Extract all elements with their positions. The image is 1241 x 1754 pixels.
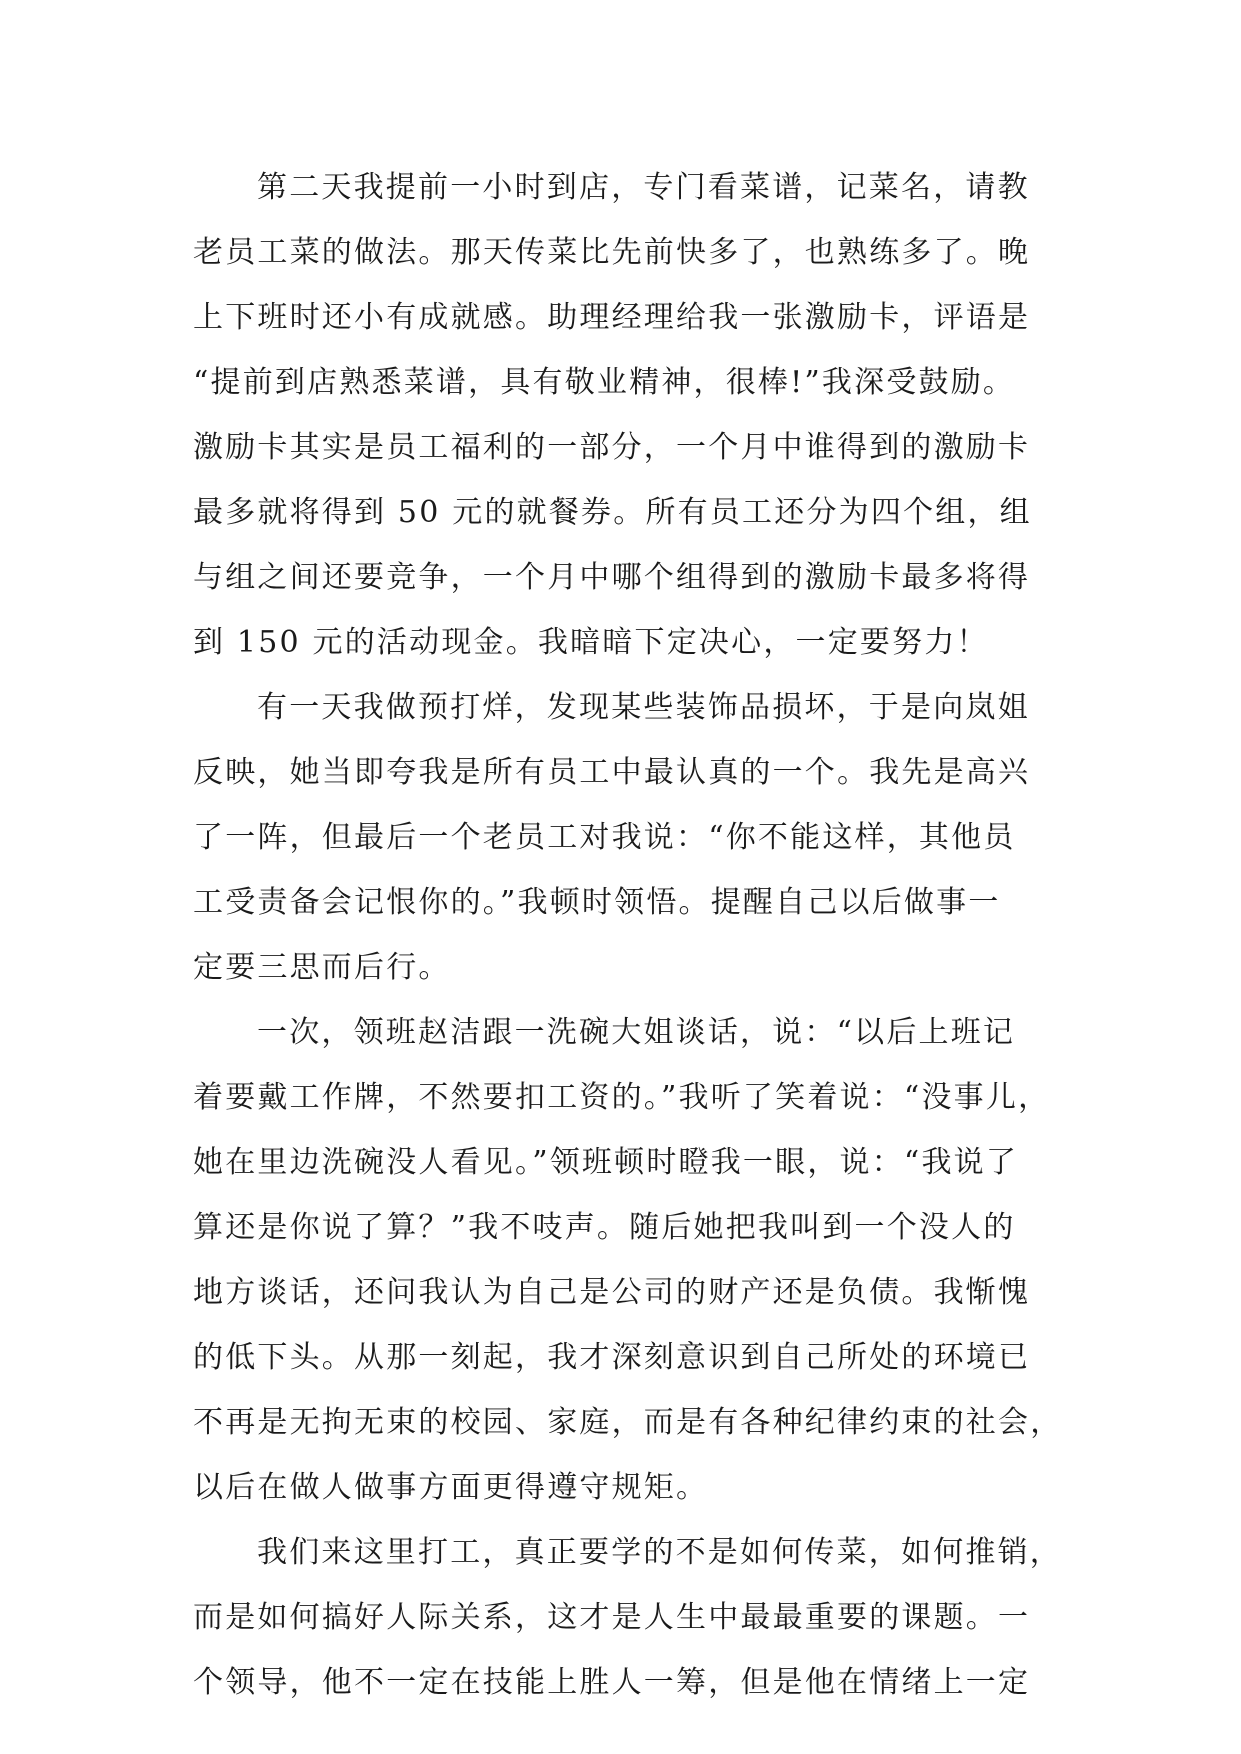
text-line: 定要三思而后行。 — [193, 950, 451, 985]
text-line: 而是如何搞好人际关系，这才是人生中最最重要的课题。一 — [193, 1600, 1031, 1635]
text-line: 与组之间还要竞争，一个月中哪个组得到的激励卡最多将得 — [193, 560, 1031, 595]
text-line: 一次，领班赵洁跟一洗碗大姐谈话，说：“以后上班记 — [257, 1015, 1016, 1050]
paragraph — [193, 675, 1063, 1000]
text-line: 老员工菜的做法。那天传菜比先前快多了，也熟练多了。晚 — [193, 235, 1031, 270]
text-line: 到 150 元的活动现金。我暗暗下定决心，一定要努力！ — [193, 625, 989, 660]
document-body — [193, 155, 1063, 1715]
text-line: 激励卡其实是员工福利的一部分，一个月中谁得到的激励卡 — [193, 430, 1031, 465]
text-line: 个领导，他不一定在技能上胜人一筹，但是他在情绪上一定 — [193, 1665, 1031, 1700]
text-line: 她在里边洗碗没人看见。”领班顿时瞪我一眼，说：“我说了 — [193, 1145, 1019, 1180]
text-line: 有一天我做预打烊，发现某些装饰品损坏，于是向岚姐 — [257, 690, 1030, 725]
text-line: 的低下头。从那一刻起，我才深刻意识到自己所处的环境已 — [193, 1340, 1031, 1375]
text-line: 第二天我提前一小时到店，专门看菜谱，记菜名，请教 — [257, 170, 1030, 205]
text-line: 算还是你说了算？”我不吱声。随后她把我叫到一个没人的 — [193, 1210, 1016, 1245]
text-line: 了一阵，但最后一个老员工对我说：“你不能这样，其他员 — [193, 820, 1016, 855]
text-line: 反映，她当即夸我是所有员工中最认真的一个。我先是高兴 — [193, 755, 1031, 790]
text-line: 地方谈话，还问我认为自己是公司的财产还是负债。我惭愧 — [193, 1275, 1031, 1310]
text-line: 工受责备会记恨你的。”我顿时领悟。提醒自己以后做事一 — [193, 885, 1001, 920]
text-line: 不再是无拘无束的校园、家庭，而是有各种纪律约束的社会， — [193, 1405, 1063, 1440]
text-line: 最多就将得到 50 元的就餐券。所有员工还分为四个组，组 — [193, 495, 1032, 530]
paragraph — [193, 155, 1063, 675]
text-line: 以后在做人做事方面更得遵守规矩。 — [193, 1470, 709, 1505]
paragraph — [193, 1520, 1063, 1715]
paragraph — [193, 1000, 1063, 1520]
text-line: 上下班时还小有成就感。助理经理给我一张激励卡，评语是 — [193, 300, 1031, 335]
text-line: 我们来这里打工，真正要学的不是如何传菜，如何推销， — [257, 1535, 1062, 1570]
text-line: 着要戴工作牌，不然要扣工资的。”我听了笑着说：“没事儿， — [193, 1080, 1051, 1115]
text-line: “提前到店熟悉菜谱，具有敬业精神，很棒!”我深受鼓励。 — [193, 365, 1016, 400]
